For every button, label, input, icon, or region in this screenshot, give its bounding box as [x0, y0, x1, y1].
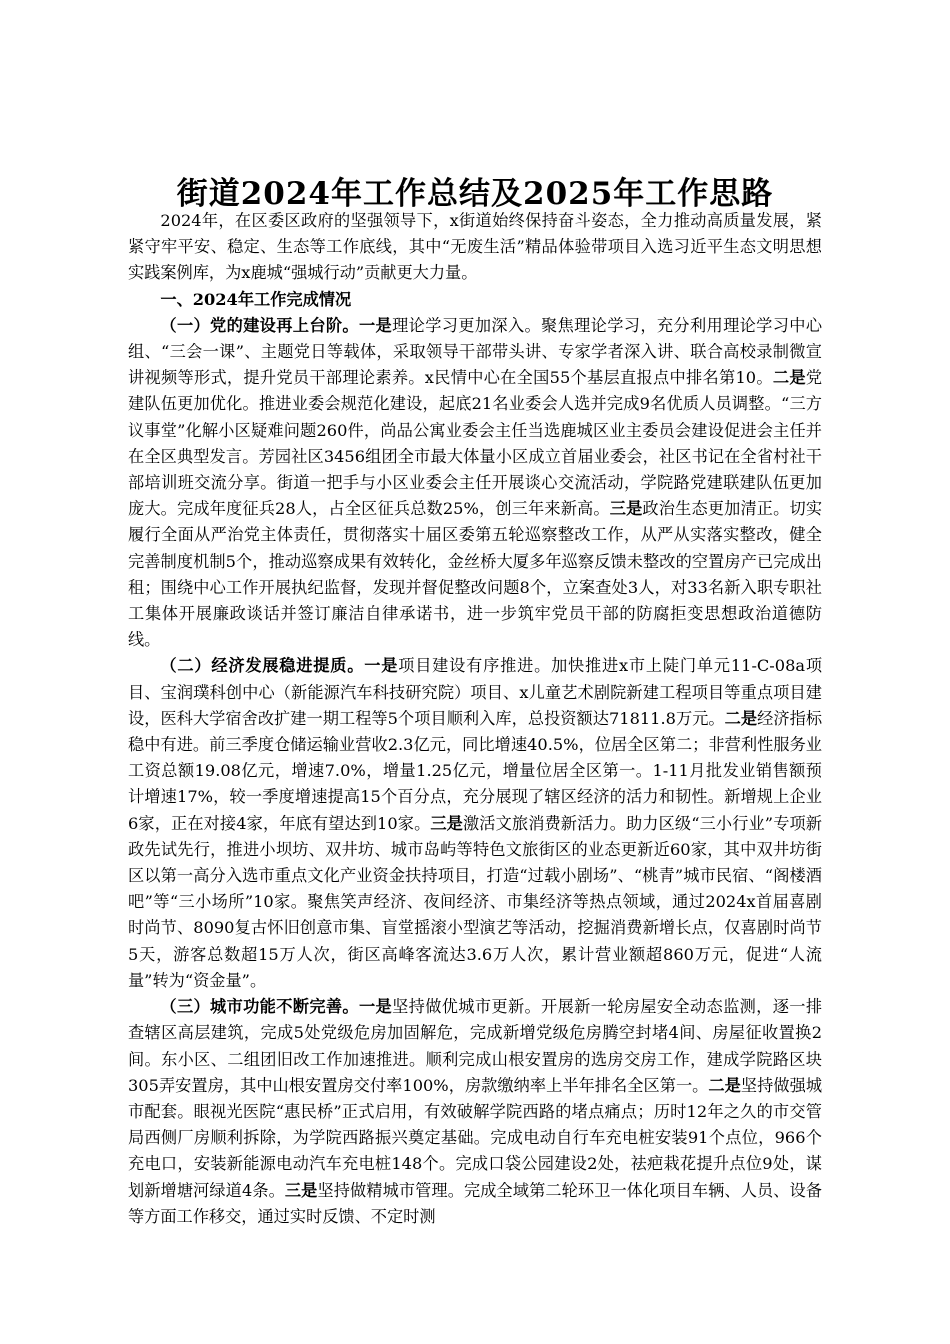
paragraph-text: 坚持做优城市更新。开展新一轮房屋安全动态监测，逐一排查辖区高层建筑，完成5处党级危房加固解危，完成新增党级危房腾空封堵4间、房屋征收置换2间。东小区、二组团旧改工作加速推进。顺利完成山根安置房的选房交房工作，建成学院路区块305弄安置房，其中山根安置房交付率100%，房款缴纳率上半年排名全区第一。	[128, 997, 823, 1095]
point-marker: 一是	[358, 997, 393, 1017]
paragraph-party-building	[128, 313, 822, 654]
point-marker: 三是	[284, 1180, 318, 1200]
point-marker: 一是	[364, 656, 399, 676]
paragraph-text: 项目建设有序推进。加快推进x市上陡门单元11-C-08a项目、宝润璞科创中心（新能源汽车科技研究院）项目、x儿童艺术剧院新建工程项目等重点项目建设，医科大学宿舍改扩建一期工程等5个项目顺利入库，总投资额达71811.8万元。	[128, 656, 823, 728]
paragraph-text: 政治生态更加清正。切实履行全面从严治党主体责任，贯彻落实十届区委第五轮巡察整改工作，从严从实落实整改，健全完善制度机制5个，推动巡察成果有效转化，金丝桥大厦多年巡察反馈未整改的空置房产已完成出租；围绕中心工作开展执纪监督，发现并督促整改问题8个，立案查处3人，对33名新入职专职社工集体开展廉政谈话并签订廉洁自律承诺书，进一步筑牢党员干部的防腐拒变思想政治道德防线。	[128, 499, 823, 650]
point-marker: 二是	[724, 708, 758, 728]
document-body	[128, 208, 822, 1230]
subsection-heading: （一）党的建设再上台阶。	[160, 315, 359, 335]
document-title: 街道2024年工作总结及2025年工作思路	[176, 176, 774, 212]
paragraph-text: 坚持做强城市配套。眼视光医院“惠民桥”正式启用，有效破解学院西路的堵点痛点；历时12年之久的市交管局西侧厂房顺利拆除，为学院西路振兴奠定基础。完成电动自行车充电桩安装91个点位，966个充电口，安装新能源电动汽车充电桩148个。完成口袋公园建设2处，祛疤栽花提升点位9处，谋划新增塘河绿道4条。	[128, 1075, 823, 1200]
paragraph-text: 激活文旅消费新活力。助力区级“三小行业”专项新政先试先行，推进小坝坊、双井坊、城市岛屿等特色文旅街区的业态更新近60家，其中双井坊街区以第一高分入选市重点文化产业资金扶持项目，打造“过载小剧场”、“桃青”城市民宿、“阁楼酒吧”等“三小场所”10家。聚焦笑声经济、夜间经济、市集经济等热点领域，通过2024x首届喜剧时尚节、8090复古怀旧创意市集、盲堂摇滚小型演艺等活动，挖掘消费新增长点，仅喜剧时尚节5天，游客总数超15万人次，街区高峰客流达3.6万人次，累计营业额超860万元，促进“人流量”转为“资金量”。	[128, 813, 822, 990]
paragraph-economy	[128, 653, 822, 994]
point-marker: 三是	[430, 813, 463, 833]
subsection-heading: （二）经济发展稳进提质。	[160, 656, 365, 676]
paragraph-city	[128, 994, 822, 1230]
point-marker: 二是	[772, 368, 806, 388]
section-heading: 一、2024年工作完成情况	[160, 289, 352, 309]
paragraph-text: 党建队伍更加优化。推进业委会规范化建设，起底21名业委会人选并完成9名优质人员调整。“三方议事堂”化解小区疑难问题260件，尚品公寓业委会主任当选鹿城区业主委员会建设促进会主任并在全区典型发言。芳园社区3456组团全市最大体量小区成立首届业委会，社区书记在全省村社干部培训班交流分享。街道一把手与小区业委会主任开展谈心交流活动，学院路党建联建队伍更加庞大。完成年度征兵28人，占全区征兵总数25%，创三年来新高。	[128, 368, 823, 519]
paragraph-text: 理论学习更加深入。聚焦理论学习，充分利用理论学习中心组、“三会一课”、主题党日等载体，采取领导干部带头讲、专家学者深入讲、联合高校录制微宣讲视频等形式，提升党员干部理论素养。x民情中心在全国55个基层直报点中排名第10。	[128, 315, 823, 388]
point-marker: 二是	[708, 1075, 741, 1095]
paragraph-text: 经济指标稳中有进。前三季度仓储运输业营收2.3亿元，同比增速40.5%，位居全区第二；非营利性服务业工资总额19.08亿元，增速7.0%，增量1.25亿元，增量位居全区第一。1-11月批发业销售额预计增速17%，较一季度增速提高15个百分点，充分展现了辖区经济的活力和韧性。新增规上企业6家，正在对接4家，年底有望达到10家。	[128, 708, 823, 833]
paragraph-text: 坚持做精城市管理。完成全域第二轮环卫一体化项目车辆、人员、设备等方面工作移交，通过实时反馈、不定时测	[128, 1180, 823, 1226]
point-marker: 三是	[609, 499, 643, 519]
intro-paragraph: 2024年，在区委区政府的坚强领导下，x街道始终保持奋斗姿态，全力推动高质量发展，紧紧守牢平安、稳定、生态等工作底线，其中“无废生活”精品体验带项目入选习近平生态文明思想实践案例库，为x鹿城“强城行动”贡献更大力量。	[128, 211, 822, 283]
point-marker: 一是	[358, 315, 393, 335]
subsection-heading: （三）城市功能不断完善。	[160, 997, 359, 1017]
